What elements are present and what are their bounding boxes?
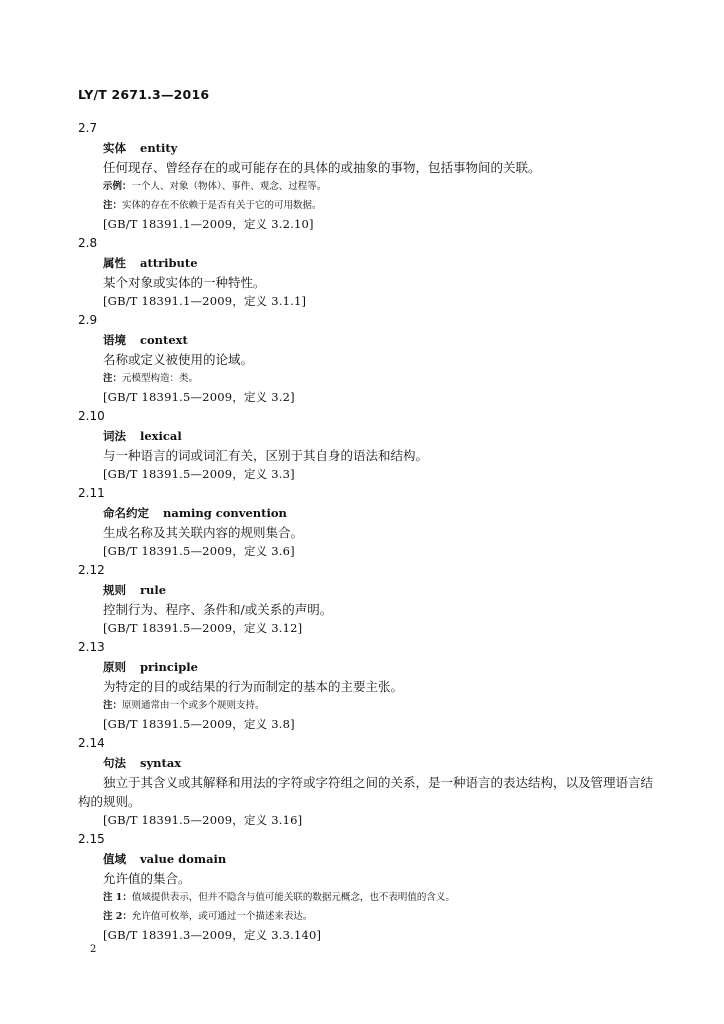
term-entry: [0, 561, 724, 638]
term-english: lexical: [140, 428, 182, 443]
document-header: LY/T 2671.3—2016: [78, 87, 210, 102]
term-entry: [0, 407, 724, 484]
term-english: principle: [140, 659, 198, 674]
entry-source: [GB/T 18391.3—2009，定义 3.3.140]: [103, 927, 322, 942]
term-chinese: 值域: [103, 851, 126, 866]
note-label: 注 2：: [103, 910, 132, 922]
term-entries: [0, 119, 724, 945]
entry-note: [103, 696, 724, 715]
entry-note: [103, 888, 724, 907]
term-chinese: 实体: [103, 140, 126, 155]
term-english: syntax: [140, 755, 182, 770]
note-label: 注：: [103, 699, 123, 711]
entry-number: 2.13: [78, 640, 105, 654]
term-entry: [0, 638, 724, 734]
term-chinese: 属性: [103, 255, 126, 270]
entry-term: [103, 504, 724, 523]
term-entry: [0, 484, 724, 561]
entry-source: [GB/T 18391.5—2009，定义 3.6]: [103, 543, 295, 558]
term-entry: [0, 119, 724, 234]
term-chinese: 原则: [103, 659, 126, 674]
page-number: 2: [90, 944, 97, 955]
entry-number: 2.9: [78, 313, 98, 327]
entry-number: 2.8: [78, 236, 98, 250]
term-entry: [0, 830, 724, 945]
entry-definition: 控制行为、程序、条件和/或关系的声明。: [103, 601, 333, 617]
entry-term: [103, 254, 724, 273]
term-english: rule: [140, 582, 167, 597]
entry-number: 2.15: [78, 832, 105, 846]
entry-definition: 允许值的集合。: [103, 870, 191, 886]
note-label: 注：: [103, 372, 123, 384]
entry-term: [103, 581, 724, 600]
entry-term: [103, 139, 724, 158]
entry-term: [103, 427, 724, 446]
entry-definition: 任何现存、曾经存在的或可能存在的具体的或抽象的事物，包括事物间的关联。: [103, 159, 541, 175]
term-english: context: [140, 332, 188, 347]
note-label: 注 1：: [103, 891, 132, 903]
note-text: 允许值可枚举，或可通过一个描述来表达。: [131, 910, 313, 922]
term-chinese: 命名约定: [103, 505, 149, 520]
entry-source: [GB/T 18391.5—2009，定义 3.2]: [103, 389, 295, 404]
term-english: naming convention: [163, 505, 287, 520]
entry-term: [103, 658, 724, 677]
entry-term: [103, 754, 724, 773]
entry-definition: 与一种语言的词或词汇有关，区别于其自身的语法和结构。: [103, 447, 429, 463]
entry-number: 2.7: [78, 121, 98, 135]
term-chinese: 词法: [103, 428, 126, 443]
term-entry: [0, 234, 724, 311]
entry-definition: 名称或定义被使用的论域。: [103, 351, 254, 367]
term-english: attribute: [140, 255, 198, 270]
note-text: 元模型构造：类。: [122, 372, 199, 384]
term-chinese: 句法: [103, 755, 126, 770]
term-chinese: 规则: [103, 582, 126, 597]
entry-note: [103, 177, 724, 196]
entry-source: [GB/T 18391.5—2009，定义 3.3]: [103, 466, 295, 481]
entry-source: [GB/T 18391.5—2009，定义 3.8]: [103, 716, 295, 731]
entry-definition: 某个对象或实体的一种特性。: [103, 274, 266, 290]
entry-number: 2.10: [78, 409, 105, 423]
entry-number: 2.14: [78, 736, 105, 750]
entry-number: 2.11: [78, 486, 105, 500]
term-chinese: 语境: [103, 332, 126, 347]
entry-term: [103, 850, 724, 869]
note-text: 值域提供表示，但并不隐含与值可能关联的数据元概念，也不表明值的含义。: [131, 891, 455, 903]
entry-term: [103, 331, 724, 350]
term-entry: [0, 311, 724, 407]
term-english: entity: [140, 140, 178, 155]
entry-source: [GB/T 18391.1—2009，定义 3.1.1]: [103, 293, 307, 308]
entry-note: [103, 907, 724, 926]
entry-note: [103, 196, 724, 215]
entry-definition: 独立于其含义或其解释和用法的字符或字符组之间的关系，是一种语言的表达结构，以及管理语言结构的规则。: [78, 774, 654, 809]
entry-source: [GB/T 18391.1—2009，定义 3.2.10]: [103, 216, 314, 231]
note-text: 原则通常由一个或多个规则支持。: [122, 699, 265, 711]
entry-source: [GB/T 18391.5—2009，定义 3.16]: [103, 812, 303, 827]
term-entry: [0, 734, 724, 830]
term-english: value domain: [140, 851, 227, 866]
entry-note: [103, 369, 724, 388]
note-text: 实体的存在不依赖于是否有关于它的可用数据。: [122, 199, 322, 211]
entry-source: [GB/T 18391.5—2009，定义 3.12]: [103, 620, 303, 635]
note-text: 一个人、对象（物体）、事件、观念、过程等。: [131, 180, 327, 192]
note-label: 注：: [103, 199, 123, 211]
entry-number: 2.12: [78, 563, 105, 577]
entry-definition: 生成名称及其关联内容的规则集合。: [103, 524, 304, 540]
note-label: 示例：: [103, 180, 132, 192]
entry-definition: 为特定的目的或结果的行为而制定的基本的主要主张。: [103, 678, 404, 694]
